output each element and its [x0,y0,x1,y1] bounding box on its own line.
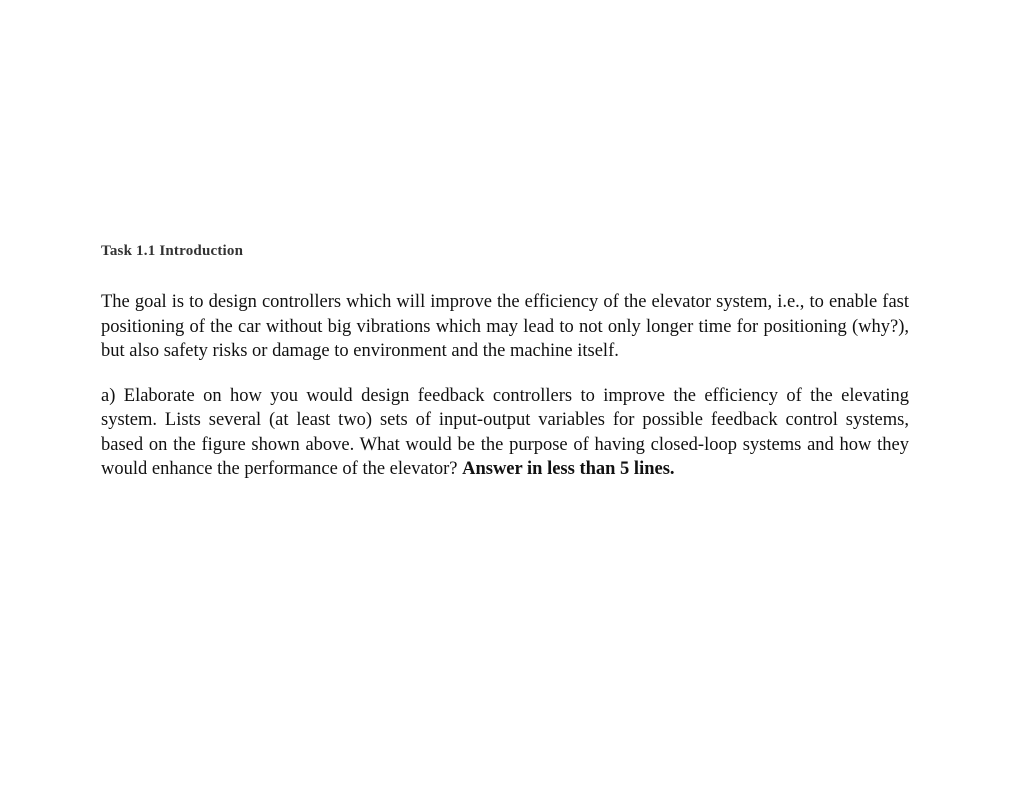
goal-paragraph [101,290,909,364]
goal-text: The goal is to design controllers which will improve the efficiency of the elevator system, i.e., to enable fast positioning of the car without big vibrations which may lead to not only longer time for positioning (why?), but also safety risks or damage to environment and the machine itself. [101,292,909,361]
task-text-body [101,290,909,482]
question-a-text: a) Elaborate on how you would design feedback controllers to improve the efficiency of the elevating system. Lists several (at least two) sets of input-output variables for possible feedback control systems, based on the figure shown above. What would be the purpose of having closed-loop systems and how they would enhance the performance of the elevator? [101,385,909,479]
question-a-paragraph [101,384,909,482]
cropped-task-heading [101,243,291,261]
answer-length-instruction: Answer in less than 5 lines. [462,459,675,479]
task-heading-text: Task 1.1 Introduction [101,243,244,259]
